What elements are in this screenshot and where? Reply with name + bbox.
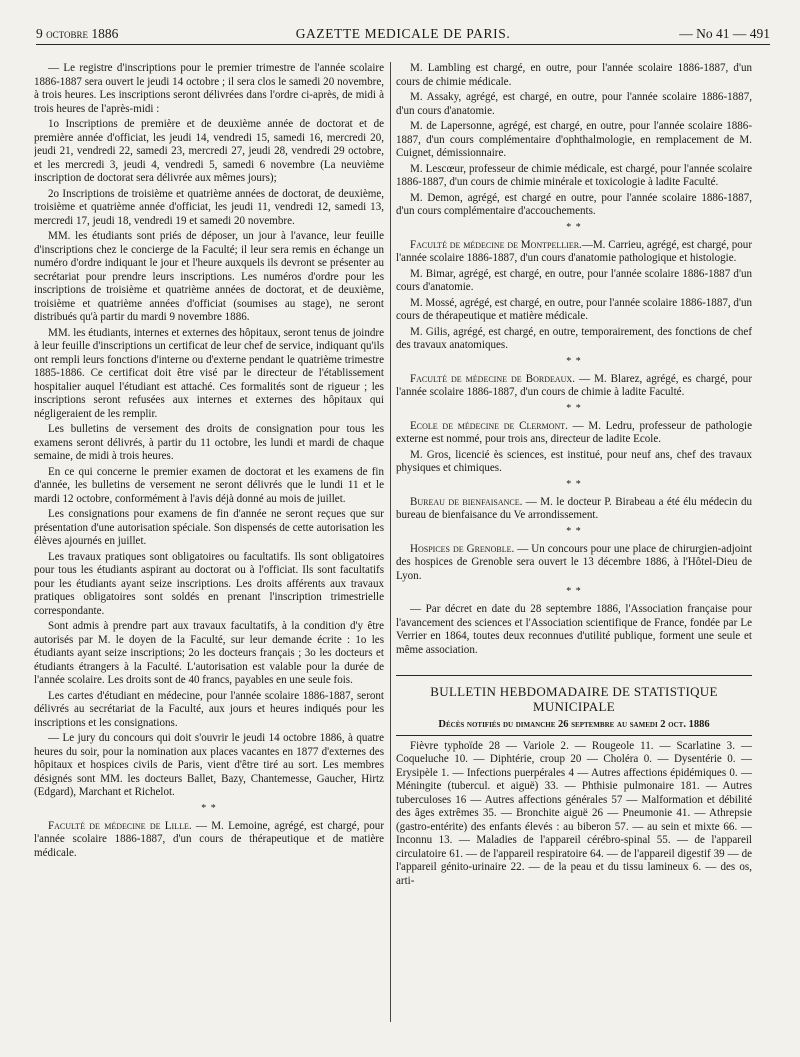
section-heading: Bureau de bienfaisance. [410, 495, 523, 508]
news-item [396, 373, 752, 400]
news-item [396, 496, 752, 523]
section-separator-stars: * * [566, 355, 582, 367]
news-text: — Un concours pour une place de chirurgien-adjoint des hospices de Grenoble sera ouvert le 13 décembre 1886, à l'Hôtel-Dieu de Lyon. [396, 542, 752, 582]
news-text: — M. le docteur P. Birabeau a été élu médecin du bureau de bienfaisance du Ve arrondissement. [396, 495, 752, 521]
section-heading: Ecole de médecine de Clermont. [410, 419, 568, 432]
paragraph: MM. les étudiants, internes et externes des hôpitaux, seront tenus de joindre à leur feuille d'inscriptions un certificat de leur chef de service, indiquant qu'ils ont rempli leurs fonctions d'interne ou d'externe pendant le quatrième trimestre 1885-1886. Ce certificat doit être visé par le directeur de l'établissement hospitalier auquel l'étudiant est attaché. Ces formalités sont de rigueur ; les inscriptions seront refusées aux internes et externes des hôpitaux qui négligeraient de les remplir. [34, 326, 384, 420]
bulletin-subtitle: Décès notifiés du dimanche 26 septembre au samedi 2 oct. 1886 [396, 718, 752, 736]
news-text: — M. Ledru, professeur de pathologie externe est nommé, pour trois ans, directeur de ladite Ecole. [396, 419, 752, 445]
news-text: —M. Carrieu, agrégé, est chargé, pour l'année scolaire 1886-1887, d'un cours d'anatomie pathologique et histologie. [396, 238, 752, 264]
column-divider [390, 62, 391, 1022]
paragraph: — Le registre d'inscriptions pour le premier trimestre de l'année scolaire 1886-1887 sera ouvert le jeudi 14 octobre ; il sera clos le samedi 20 novembre, à trois heures. Les inscriptions seront délivrées dans l'ordre ci-après, de midi à trois heures de l'après-midi : [34, 62, 384, 115]
bulletin-title: BULLETIN HEBDOMADAIRE DE STATISTIQUE MUNICIPALE [430, 684, 718, 714]
paragraph: Les consignations pour examens de fin d'année ne seront reçues que sur présentation d'une autorisation spéciale. Son dispensés de cette autorisation les élèves ajournés en juillet. [34, 508, 384, 547]
paragraph: M. Mossé, agrégé, est chargé, en outre, pour l'année scolaire 1886-1887, d'un cours de thérapeutique et matière médicale. [396, 296, 752, 322]
paragraph: — Par décret en date du 28 septembre 1886, l'Association française pour l'avancement des sciences et l'Association scientifique de France, fondée par Le Verrier en 1864, toutes deux reconnues d'utilité publique, forment une seule et même association. [396, 603, 752, 656]
journal-title: GAZETTE MEDICALE DE PARIS. [295, 26, 511, 41]
statistics-bulletin [396, 675, 752, 888]
paragraph: M. Demon, agrégé, est chargé en outre, pour l'année scolaire 1886-1887, d'un cours complémentaire d'accouchements. [396, 191, 752, 217]
left-column [34, 62, 384, 1022]
section-heading: Faculté de médecine de Montpellier. [410, 238, 582, 251]
paragraph: Les cartes d'étudiant en médecine, pour l'année scolaire 1886-1887, seront délivrés au secrétariat de la Faculté, aux jours et heures indiqués pour les inscriptions et les consignations. [34, 689, 384, 729]
paragraph: M. de Lapersonne, agrégé, est chargé, en outre, pour l'année scolaire 1886-1887, d'un cours complémentaire d'ophthalmologie, en remplacement de M. Cuignet, démissionnaire. [396, 120, 752, 159]
paragraph: M. Lescœur, professeur de chimie médicale, est chargé, pour l'année scolaire 1886-1887, d'un cours de chimie minérale et toxicologie à ladite Faculté. [396, 162, 752, 188]
section-separator-stars: * * [566, 586, 582, 597]
paragraph: Les travaux pratiques sont obligatoires ou facultatifs. Ils sont obligatoires pour tous les étudiants aspirant au doctorat ou à l'officiat. Ils sont facultatifs pour les étudiants ayant seize inscriptions. Les droits afférents aux travaux pratiques obligatoires sont soldés en prenant l'inscription trimestrielle correspondante. [34, 550, 384, 617]
news-text: — M. Blarez, agrégé, es chargé, pour l'année scolaire 1886-1887, d'un cours de chimie à ladite Faculté. [396, 372, 752, 398]
running-header [36, 22, 770, 45]
section-heading: Faculté de médecine de Lille. [48, 819, 192, 832]
news-item [396, 420, 752, 447]
section-separator-stars: * * [566, 221, 582, 233]
news-item [396, 239, 752, 266]
news-item [396, 543, 752, 584]
paragraph: 1o Inscriptions de première et de deuxième année de doctorat et de première année d'officiat, les jeudi 14, vendredi 15, samedi 16, mercredi 20, jeudi 21, vendredi 22, samedi 23, mercredi 27, jeudi 28, vendredi 29 octobre, et les mercredi 3, jeudi 4, vendredi 5, samedi 6 novembre (La neuvième inscription de doctorat sera délivrée aux mêmes jours); [34, 118, 384, 184]
paragraph: Sont admis à prendre part aux travaux facultatifs, à la condition d'y être autorisés par M. le doyen de la Faculté, sur leur demande écrite : 1o les étudiants ayant seize inscriptions; 2o les docteurs français ; 3o les docteurs et étudiants étrangers à la Faculté. L'autorisation est valable pour la durée de l'année scolaire. Les droits sont de 40 francs, payables en une seule fois. [34, 620, 384, 686]
mortality-statistics: Fièvre typhoïde 28 — Variole 2. — Rougeole 11. — Scarlatine 3. — Coqueluche 10. — Diphtérie, croup 20 — Choléra 0. — Dysentérie 0. — Erysipèle 1. — Infections puerpérales 4 — Autres affections épidémiques 0. — Méningite (tubercul. et aiguë) 33. — Phthisie pulmonaire 181. — Autres tuberculoses 16 — Autres affections générales 57 — Malformation et débilité des âges extrêmes 35. — Bronchite aiguë 26 — Pneumonie 41. — Athrepsie (gastro-entérite) des enfants élevés : au biberon 57. — au sein et mixte 66. — Inconnu 13. — Maladies de l'appareil cérébro-spinal 55. — de l'appareil circulatoire 61. — de l'appareil respiratoire 64. — de l'appareil digestif 39 — de l'appareil génito-urinaire 22. — de la peau et du tissu lamineux 6. — des os, arti- [396, 739, 752, 887]
paragraph: M. Lambling est chargé, en outre, pour l'année scolaire 1886-1887, d'un cours de chimie médicale. [396, 62, 752, 88]
paragraph: M. Bimar, agrégé, est chargé, en outre, pour l'année scolaire 1886-1887 d'un cours d'anatomie. [396, 267, 752, 293]
section-separator-stars: * * [566, 525, 582, 537]
paragraph: En ce qui concerne le premier examen de doctorat et les examens de fin d'année, les bulletins de versement ne seront délivrés que le lundi 11 et le mardi 12 octobre, conformément à l'avis déjà donné au mois de juillet. [34, 465, 384, 505]
paragraph: Les bulletins de versement des droits de consignation pour tous les examens seront délivrés, à partir du 11 octobre, les lundi et mardi de chaque semaine, de midi à trois heures. [34, 423, 384, 462]
section-heading: Faculté de médecine de Bordeaux. [410, 372, 575, 385]
header-issue-page: — No 41 — 491 [679, 26, 770, 41]
paragraph: M. Gros, licencié ès sciences, est institué, pour neuf ans, chef des travaux physiques et chimiques. [396, 448, 752, 474]
paragraph: M. Assaky, agrégé, est chargé, en outre, pour l'année scolaire 1886-1887, d'un cours d'anatomie. [396, 91, 752, 117]
news-text: — M. Lemoine, agrégé, est chargé, pour l'année scolaire 1886-1887, d'un cours de thérapeutique et de matière médicale. [34, 819, 384, 859]
paragraph: 2o Inscriptions de troisième et quatrième années de doctorat, de deuxième, troisième et quatrième année d'officiat, les jeudi 11, vendredi 12, samedi 13, mercredi 17, jeudi 18, vendredi 19 et samedi 20 novembre. [34, 187, 384, 227]
right-column [396, 62, 752, 1022]
paragraph: — Le jury du concours qui doit s'ouvrir le jeudi 14 octobre 1886, à quatre heures du soir, pour la nomination aux places vacantes en 1877 d'externes des hôpitaux et hospices civils de Paris, vient d'être tiré au sort. Les membres désignés sont MM. les docteurs Ballet, Bazy, Chantemesse, Gaucher, Hirtz (Edgard), Marchant et Richelot. [34, 732, 384, 798]
paragraph: M. Gilis, agrégé, est chargé, en outre, temporairement, des fonctions de chef des travaux anatomiques. [396, 325, 752, 351]
section-separator-stars: * * [566, 478, 582, 490]
paragraph: MM. les étudiants sont priés de déposer, un jour à l'avance, leur feuille d'inscriptions chez le concierge de la Faculté; il leur sera remis en échange un numéro d'ordre indiquant le jour et l'heure auxquels ils devront se présenter au secrétariat pour prendre leurs inscriptions. Les numéros d'ordre pour les inscriptions de troisième et quatrième années de doctorat, et de deuxième, troisième et quatrième années d'officiat (soumises au stage), ne seront distribués qu'à partir du mardi 9 novembre 1886. [34, 230, 384, 323]
section-separator-stars: * * [201, 802, 217, 814]
section-heading: Hospices de Grenoble. [410, 542, 515, 555]
section-separator-stars: * * [566, 402, 582, 414]
news-item [34, 820, 384, 861]
header-date: 9 octobre 1886 [36, 26, 119, 41]
